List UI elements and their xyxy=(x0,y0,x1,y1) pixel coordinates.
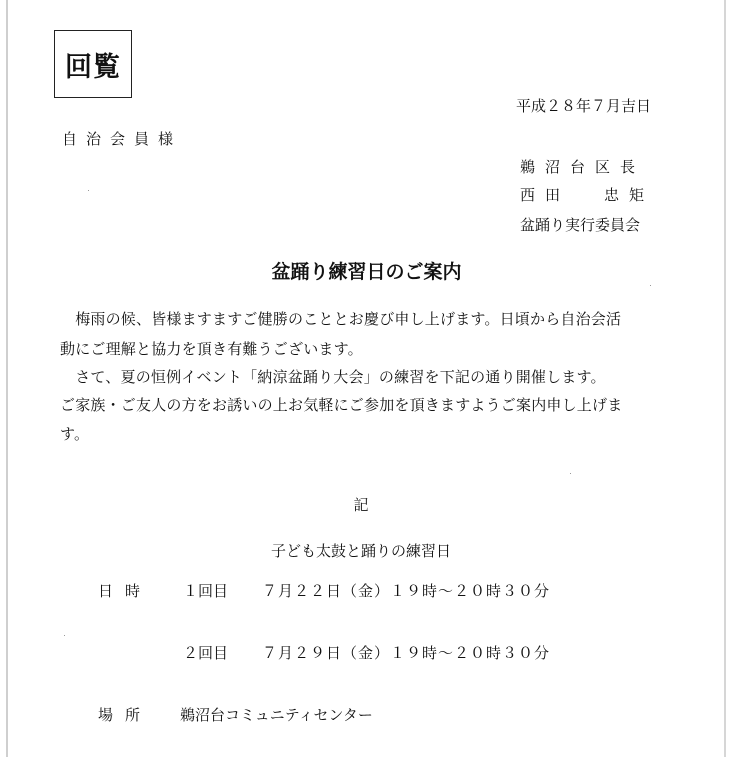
document-date: 平成２８年７月吉日 xyxy=(516,97,652,115)
notes-heading: 記 xyxy=(353,496,369,514)
scan-speck xyxy=(570,473,571,474)
circulation-stamp: 回覧 xyxy=(54,30,132,98)
scan-speck xyxy=(650,285,651,286)
schedule-datetime: ７月２９日（金）１９時～２０時３０分 xyxy=(262,644,551,662)
document-title: 盆踊り練習日のご案内 xyxy=(271,261,462,283)
body-line: す。 xyxy=(60,425,90,443)
addressee: 自治会員様 xyxy=(62,130,183,148)
sender-committee: 盆踊り実行委員会 xyxy=(520,216,641,234)
sender-title: 鵜沼台区長 xyxy=(520,158,646,176)
schedule-subtitle: 子ども太鼓と踊りの練習日 xyxy=(270,542,451,560)
body-line: さて、夏の恒例イベント「納涼盆踊り大会」の練習を下記の通り開催します。 xyxy=(60,368,606,386)
schedule-datetime: ７月２２日（金）１９時～２０時３０分 xyxy=(262,582,551,600)
body-line: 動にご理解と協力を頂き有難うございます。 xyxy=(60,340,363,358)
place-label: 場所 xyxy=(98,706,153,724)
schedule-round: １回目 xyxy=(183,582,229,600)
schedule-label: 日時 xyxy=(98,582,153,600)
body-line: ご家族・ご友人の方をお誘いの上お気軽にご参加を頂きますようご案内申し上げま xyxy=(60,396,623,414)
sender-name-family: 西田 xyxy=(520,186,571,204)
page-edge-right xyxy=(724,0,726,757)
page-edge-left xyxy=(6,0,8,757)
scan-speck xyxy=(88,190,89,191)
scan-speck xyxy=(64,635,65,636)
body-line: 梅雨の候、皆様ますますご健勝のこととお慶び申し上げます。日頃から自治会活 xyxy=(60,310,622,328)
schedule-round: ２回目 xyxy=(183,644,229,662)
sender-name xyxy=(520,184,654,205)
place-value: 鵜沼台コミュニティセンター xyxy=(180,706,373,724)
sender-name-given: 忠矩 xyxy=(604,186,655,204)
